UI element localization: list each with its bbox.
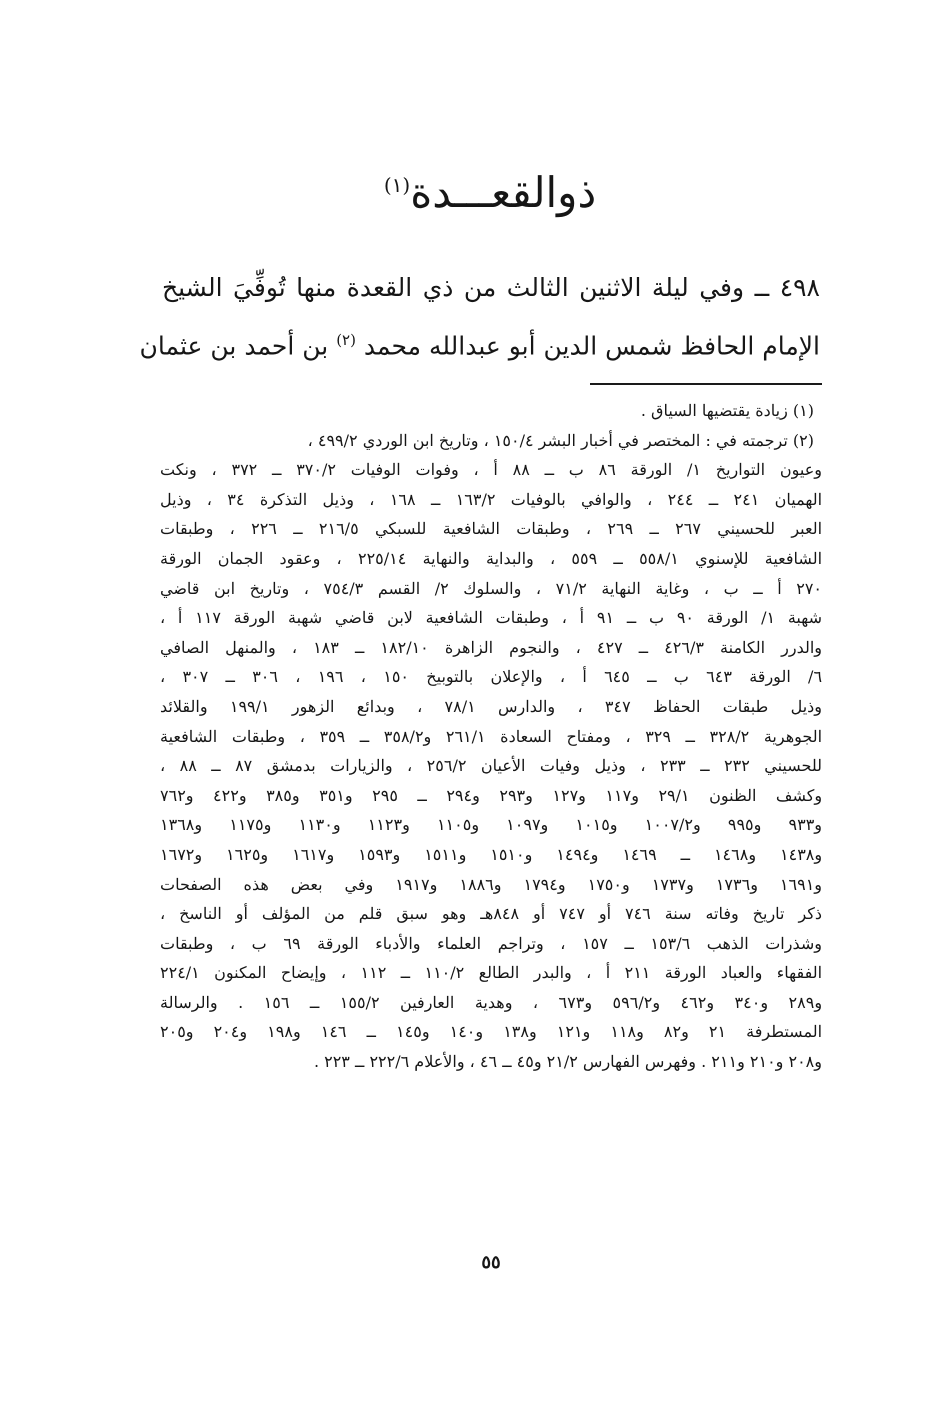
footnote-2-line: الهميان ٢٤١ ــ ٢٤٤ ، والوافي بالوفيات ١٦٣/٢ ــ ١٦٨ ، وذيل التذكرة ٣٤ ، وذيل [160,489,822,509]
footnote-2-line: الشافعية للإسنوي ٥٥٨/١ ــ ٥٥٩ ، والبداية والنهاية ٢٢٥/١٤ ، وعقود الجمان الورقة [160,548,822,568]
footnote-2-line: وذيل طبقات الحفاظ ٣٤٧ ، والدارس ٧٨/١ ، وبدائع الزهور ١٩٩/١ والقلائد [160,696,822,716]
main-text [139,262,820,372]
main-line-2-start: الإمام الحافظ شمس الدين أبو عبدالله محمد [363,331,820,361]
footnote-2-line: الفقهاء والعباد الورقة ٢١١ أ ، والبدر الطالع ١١٠/٢ ــ ١١٢ ، وإيضاح المكنون ٢٢٤/١ [160,963,822,983]
footnote-2-line: و١٤٣٨ و١٤٦٨ ــ ١٤٦٩ و١٤٩٤ و١٥١٠ و١٥١١ و١٥٩٣ و١٦١٧ و١٦٢٥ و١٦٧٢ [160,844,822,864]
footnote-2-line: المستطرفة ٢١ و٨٢ و١١٨ و١٢١ و١٣٨ و١٤٠ و١٤٥ ــ ١٤٦ و١٩٨ و٢٠٤ و٢٠٥ [160,1022,822,1042]
footnote-2-line: ٢٧٠ أ ــ ب ، وغاية النهاية ٧١/٢ ، والسلوك ٢/ القسم ٧٥٤/٣ ، وتاريخ ابن قاضي [160,578,822,598]
footnote-2-line: شهبة ١/ الورقة ٩٠ ب ــ ٩١ أ ، وطبقات الشافعية لابن قاضي شهبة الورقة ١١٧ أ ، [160,608,822,628]
main-line-2-end: بن أحمد بن عثمان [139,331,329,361]
footnote-2-line: العبر للحسيني ٢٦٧ ــ ٢٦٩ ، وطبقات الشافعية للسبكي ٢١٦/٥ ــ ٢٢٦ ، وطبقات [160,519,822,539]
footnote-2-line: والدرر الكامنة ٤٢٦/٣ ــ ٤٢٧ ، والنجوم الزاهرة ١٨٢/١٠ ــ ١٨٣ ، والمنهل الصافي [160,637,822,657]
footnote-2-line: ذكر تاريخ وفاته سنة ٧٤٦ أو ٧٤٧ أو ٨٤٨هـ وهو سبق قلم من المؤلف أو الناسخ ، [160,904,822,924]
main-line-1: ٤٩٨ ــ وفي ليلة الاثنين الثالث من ذي القعدة منها تُوفِّيَ الشيخ [162,273,820,302]
footnote-2-line: وعيون التواريخ ١/ الورقة ٨٦ ب ــ ٨٨ أ ، وفوات الوفيات ٣٧٠/٢ ــ ٣٧٢ ، ونكت [160,460,822,480]
footnote-2-line: ٦/ الورقة ٦٤٣ ب ــ ٦٤٥ أ ، والإعلان بالتوبيخ ١٥٠ ، ١٩٦ ، ٣٠٦ ــ ٣٠٧ ، [160,667,822,687]
section-heading [160,168,820,217]
footnote-2-line: و١٦٩١ و١٧٣٦ و١٧٣٧ و١٧٥٠ و١٧٩٤ و١٨٨٦ و١٩١٧ وفي بعض هذه الصفحات [160,874,822,894]
footnotes [160,396,822,1077]
footnote-2-line: وشذرات الذهب ١٥٣/٦ ــ ١٥٧ ، وتراجم العلماء والأدباء الورقة ٦٩ ب ، وطبقات [160,933,822,953]
main-line-2 [139,314,820,372]
footnote-2-line: للحسيني ٢٣٢ ــ ٢٣٣ ، وذيل وفيات الأعيان ٢٥٦/٢ ، والزيارات بدمشق ٨٧ ــ ٨٨ ، [160,756,822,776]
footnote-2-line: و٢٠٨ و٢١٠ و٢١١ . وفهرس الفهارس ٢١/٢ و٤٥ ــ ٤٦ ، والأعلام ٢٢٢/٦ ــ ٢٢٣ . [313,1052,822,1072]
main-note-ref: (٢) [336,331,356,349]
footnote-2 [160,426,822,1077]
footnote-2-line: و٩٣٣ و٩٩٥ و١٠٠٧/٢ و١٠١٥ و١٠٩٧ و١١٠٥ و١١٢٣ و١١٣٠ و١١٧٥ و١٣٦٨ [160,815,822,835]
page-number: ٥٥ [481,1252,501,1273]
footnote-2-line: الجوهرية ٣٢٨/٢ ــ ٣٢٩ ، ومفتاح السعادة ٢٦١/١ و٣٥٨/٢ ــ ٣٥٩ ، وطبقات الشافعية [160,726,822,746]
footnote-2-line: وكشف الظنون ٢٩/١ و١١٧ و١٢٧ و٢٩٣ و٢٩٤ ــ ٢٩٥ و٣٥١ و٣٨٥ و٤٢٢ و٧٦٢ [160,785,822,805]
footnote-2-line: و٢٨٩ و٣٤٠ و٤٦٢ و٥٩٦/٢ و٦٧٣ ، وهدية العارفين ١٥٥/٢ ــ ١٥٦ . والرسالة [160,992,822,1012]
footnote-separator [590,383,822,385]
heading-title: ذوالقعـــدة [410,168,597,217]
heading-note-ref: (١) [383,173,411,197]
footnote-2-line: (٢) ترجمته في : المختصر في أخبار البشر ١٥٠/٤ ، وتاريخ ابن الوردي ٤٩٩/٢ ، [307,430,814,450]
footnote-1: (١) زيادة يقتضيها السياق . [640,401,814,420]
